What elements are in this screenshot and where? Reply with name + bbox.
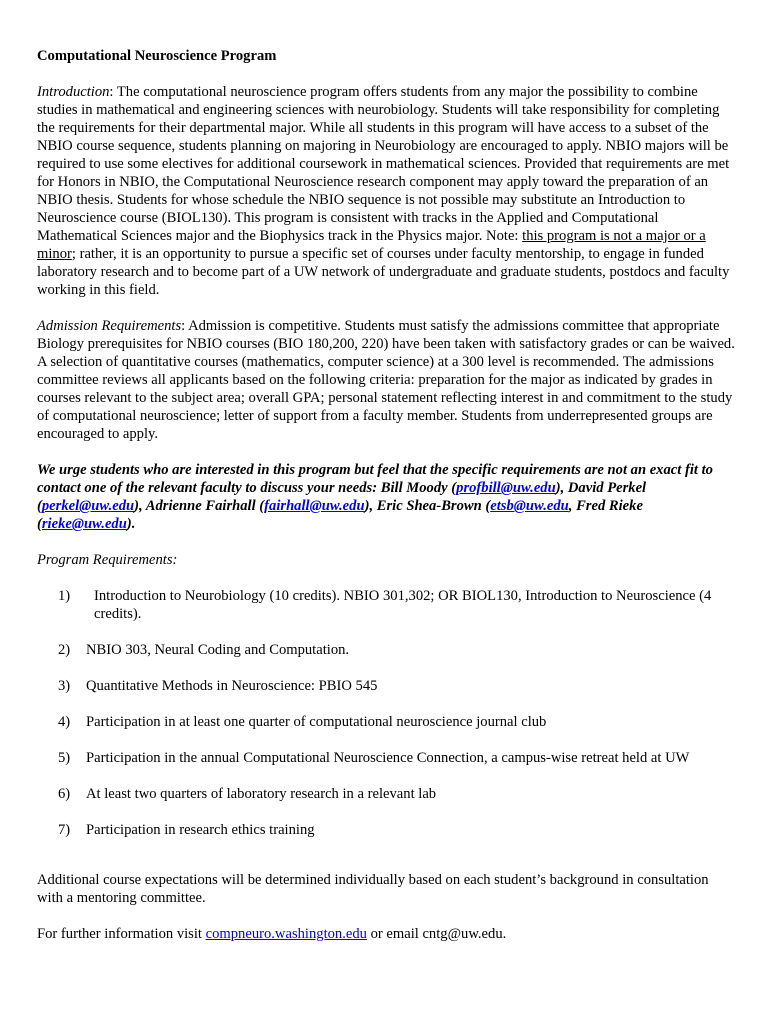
- urge-text: ), Eric Shea-Brown (: [364, 498, 491, 514]
- urge-text: , Fred Rieke (: [37, 498, 643, 532]
- list-item: [37, 749, 737, 767]
- list-item-text: Quantitative Methods in Neuroscience: PBIO 545: [86, 678, 378, 694]
- email-link-shea-brown[interactable]: etsb@uw.edu: [490, 498, 569, 514]
- introduction-paragraph: [37, 83, 737, 299]
- list-number: 6): [58, 786, 71, 802]
- list-item-text: Participation in research ethics training: [86, 822, 315, 838]
- list-item-text: NBIO 303, Neural Coding and Computation.: [86, 642, 350, 658]
- urge-text: ).: [126, 516, 136, 532]
- email-link-perkel[interactable]: perkel@uw.edu: [41, 498, 135, 514]
- further-text: For further information visit: [37, 926, 206, 942]
- urge-text: ), David Perkel (: [37, 480, 647, 514]
- email-link-fairhall[interactable]: fairhall@uw.edu: [264, 498, 365, 514]
- list-item: [37, 677, 737, 695]
- not-a-major-note: this program is not a major or a minor: [37, 228, 706, 262]
- list-item: [37, 713, 737, 731]
- introduction-text-end: ; rather, it is an opportunity to pursue a specific set of courses under faculty mentorship, to engage in funded laboratory research and to become part of a UW network of undergraduate and graduate students, postdocs and faculty working in this field.: [37, 246, 730, 298]
- requirements-list: [37, 587, 737, 839]
- page-title: Computational Neuroscience Program: [37, 48, 277, 64]
- introduction-text: : The computational neuroscience program offers students from any major the possibility to combine studies in mathematical and engineering sciences with neurobiology. Students will take responsibility for completing the requirements for their departmental major. While all students in this program will have access to a subset of the NBIO course sequence, students planning on majoring in Neurobiology are encouraged to apply. NBIO majors will be required to use some electives for additional coursework in mathematical sciences. Provided that requirements are met for Honors in NBIO, the Computational Neuroscience research component may apply toward the preparation of an NBIO thesis. Students for whose schedule the NBIO sequence is not possible may substitute an Introduction to Neuroscience course (BIOL130). This program is consistent with tracks in the Applied and Computational Mathematical Sciences major and the Biophysics track in the Physics major. Note:: [37, 84, 730, 244]
- website-link[interactable]: compneuro.washington.edu: [205, 926, 367, 942]
- list-number: 5): [58, 750, 71, 766]
- list-number: 4): [58, 714, 71, 730]
- email-link-moody[interactable]: profbill@uw.edu: [456, 480, 556, 496]
- admission-label: Admission Requirements: [37, 318, 182, 334]
- list-item: [37, 587, 737, 623]
- list-item: [37, 785, 737, 803]
- email-link-rieke[interactable]: rieke@uw.edu: [41, 516, 127, 532]
- list-item: [37, 641, 737, 659]
- admission-paragraph: [37, 317, 737, 443]
- list-number: 2): [58, 642, 71, 658]
- list-number: 1): [58, 588, 71, 604]
- list-item-text: Participation in at least one quarter of computational neuroscience journal club: [86, 714, 547, 730]
- list-item-text: Introduction to Neurobiology (10 credits). NBIO 301,302; OR BIOL130, Introduction to Neuroscience (4 credits).: [94, 588, 712, 622]
- faculty-contact-paragraph: [37, 461, 737, 533]
- list-number: 7): [58, 822, 71, 838]
- additional-expectations-paragraph: Additional course expectations will be determined individually based on each student’s background in consultation with a mentoring committee.: [37, 872, 709, 906]
- list-number: 3): [58, 678, 71, 694]
- list-item-text: At least two quarters of laboratory research in a relevant lab: [86, 786, 437, 802]
- list-item-text: Participation in the annual Computational Neuroscience Connection, a campus-wise retreat held at UW: [86, 750, 690, 766]
- introduction-label: Introduction: [37, 84, 110, 100]
- further-information-paragraph: [37, 925, 737, 943]
- urge-text: ), Adrienne Fairhall (: [134, 498, 265, 514]
- program-requirements-heading: Program Requirements:: [37, 552, 178, 568]
- list-item: [37, 821, 737, 839]
- admission-text: : Admission is competitive. Students must satisfy the admissions committee that appropriate Biology prerequisites for NBIO courses (BIO 180,200, 220) have been taken with satisfactory grades or can be waived. A selection of quantitative courses (mathematics, computer science) at a 300 level is recommended. The admissions committee reviews all applicants based on the following criteria: preparation for the major as indicated by grades in courses relevant to the subject area; overall GPA; personal statement reflecting interest in and commitment to the study of computational neuroscience; letter of support from a faculty member. Students from underrepresented groups are encouraged to apply.: [37, 318, 735, 442]
- urge-text: We urge students who are interested in this program but feel that the specific requirements are not an exact fit to contact one of the relevant faculty to discuss your needs: Bill Moody (: [37, 462, 713, 496]
- further-text-end: or email cntg@uw.edu.: [366, 926, 507, 942]
- document-body: [37, 47, 737, 961]
